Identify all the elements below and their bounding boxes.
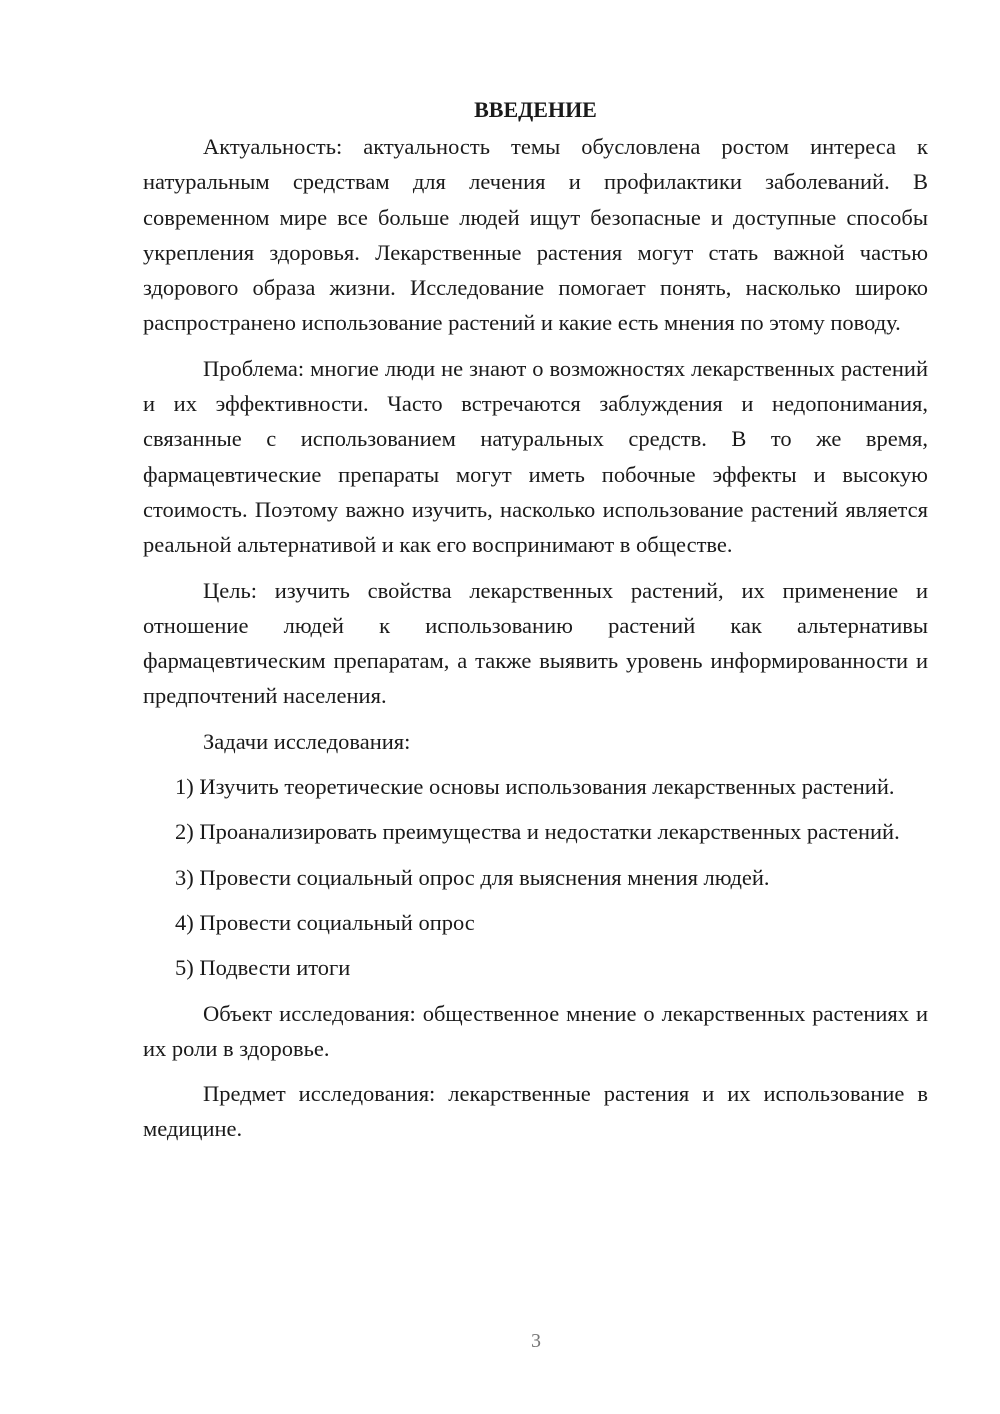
document-page <box>143 92 928 1157</box>
tasks-heading: Задачи исследования: <box>203 728 411 754</box>
subject-paragraph: Предмет исследования: лекарственные растения и их использование в медицине. <box>143 1081 928 1142</box>
problem-paragraph: Проблема: многие люди не знают о возможностях лекарственных растений и их эффективности. Часто встречаются заблуждения и недопонимания, связанные с использованием натуральных средств. В то же время, фармацевтические препараты могут иметь побочные эффекты и высокую стоимость. Поэтому важно изучить, насколько использование растений является реальной альтернативой и как его воспринимают в обществе. <box>143 355 928 558</box>
section-title: ВВЕДЕНИЕ <box>474 97 597 122</box>
task-item-4: 4) Провести социальный опрос <box>175 909 475 935</box>
relevance-paragraph: Актуальность: актуальность темы обусловлена ростом интереса к натуральным средствам для лечения и профилактики заболеваний. В современном мире все больше людей ищут безопасные и доступные способы укрепления здоровья. Лекарственные растения могут стать важной частью здорового образа жизни. Исследование помогает понять, насколько широко распространено использование растений и какие есть мнения по этому поводу. <box>143 134 928 336</box>
task-item-5: 5) Подвести итоги <box>175 955 351 981</box>
page-number: 3 <box>531 1330 541 1352</box>
task-item-3: 3) Провести социальный опрос для выяснения мнения людей. <box>175 864 770 890</box>
object-paragraph: Объект исследования: общественное мнение о лекарственных растениях и их роли в здоровье. <box>143 1000 928 1061</box>
task-item-2: 2) Проанализировать преимущества и недостатки лекарственных растений. <box>175 819 900 845</box>
task-item-1: 1) Изучить теоретические основы использования лекарственных растений. <box>175 774 895 800</box>
goal-paragraph: Цель: изучить свойства лекарственных растений, их применение и отношение людей к использованию растений как альтернативы фармацевтическим препаратам, а также выявить уровень информированности и предпочтений населения. <box>143 577 928 709</box>
